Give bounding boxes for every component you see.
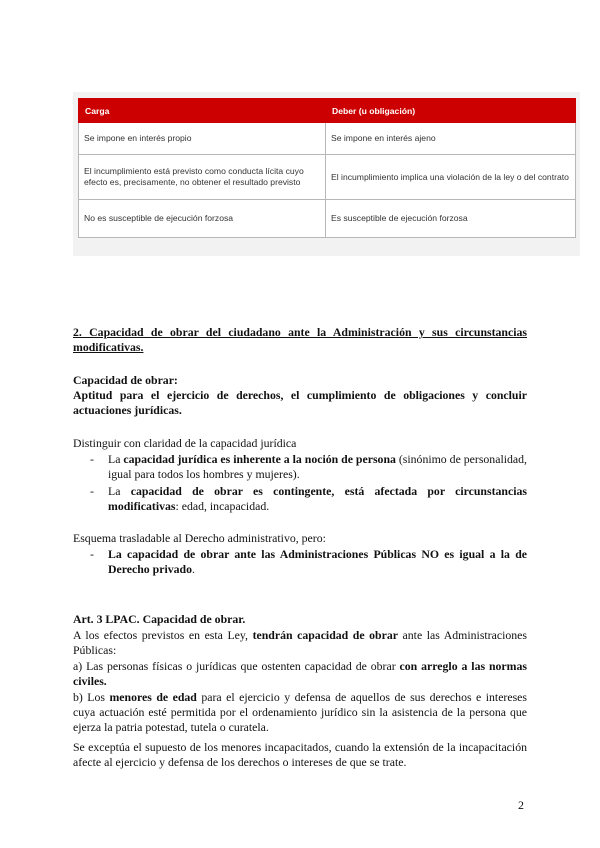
art3-exception: Se exceptúa el supuesto de los menores incapacitados, cuando la extensión de la incapacitación afecte al ejercicio y defensa de los derechos o intereses de que se trate.	[73, 740, 527, 769]
table-cell: Se impone en interés ajeno	[326, 123, 576, 155]
art3-item-a: a) Las personas físicas o jurídicas que ostenten capacidad de obrar con arreglo a las normas civiles.	[73, 659, 527, 688]
distinguir-intro: Distinguir con claridad de la capacidad jurídica	[73, 436, 297, 450]
capacidad-label: Capacidad de obrar:	[73, 373, 178, 387]
capacidad-definition: Aptitud para el ejercicio de derechos, el cumplimiento de obligaciones y concluir actuaciones jurídicas.	[73, 388, 527, 417]
carga-deber-table	[78, 98, 576, 238]
header-deber: Deber (u obligación)	[326, 99, 576, 123]
table-row	[79, 123, 576, 155]
header-carga: Carga	[79, 99, 326, 123]
section-title: 2. Capacidad de obrar del ciudadano ante la Administración y sus circunstancias modificativas.	[73, 325, 527, 354]
list-item: - La capacidad de obrar es contingente, está afectada por circunstancias modificativas: edad, incapacidad.	[90, 484, 527, 513]
list-item: - La capacidad jurídica es inherente a la noción de persona (sinónimo de personalidad, igual para todos los hombres y mujeres).	[90, 452, 527, 481]
table-cell: Es susceptible de ejecución forzosa	[326, 200, 576, 238]
table-cell: El incumplimiento implica una violación de la ley o del contrato	[326, 155, 576, 200]
table-header-row	[79, 99, 576, 123]
esquema-intro: Esquema trasladable al Derecho administrativo, pero:	[73, 531, 326, 545]
esquema-list	[73, 547, 527, 579]
table-cell: El incumplimiento está previsto como conducta lícita cuyo efecto es, precisamente, no obtener el resultado previsto	[79, 155, 326, 200]
art3-intro: A los efectos previstos en esta Ley, tendrán capacidad de obrar ante las Administraciones Públicas:	[73, 628, 527, 657]
art3-item-b: b) Los menores de edad para el ejercicio y defensa de aquellos de sus derechos e intereses cuya actuación esté permitida por el ordenamiento jurídico sin la asistencia de la persona que ejerza la patria potestad, tutela o curatela.	[73, 690, 528, 734]
table-cell: Se impone en interés propio	[79, 123, 326, 155]
table-cell: No es susceptible de ejecución forzosa	[79, 200, 326, 238]
page-number: 2	[518, 798, 524, 812]
list-item: - La capacidad de obrar ante las Administraciones Públicas NO es igual a la de Derecho privado.	[90, 547, 527, 576]
comparison-table-figure	[73, 92, 580, 256]
art3-title: Art. 3 LPAC. Capacidad de obrar.	[73, 612, 246, 626]
distinguir-list	[73, 452, 527, 516]
table-row	[79, 200, 576, 238]
table-row	[79, 155, 576, 200]
capacidad-block	[73, 373, 527, 418]
